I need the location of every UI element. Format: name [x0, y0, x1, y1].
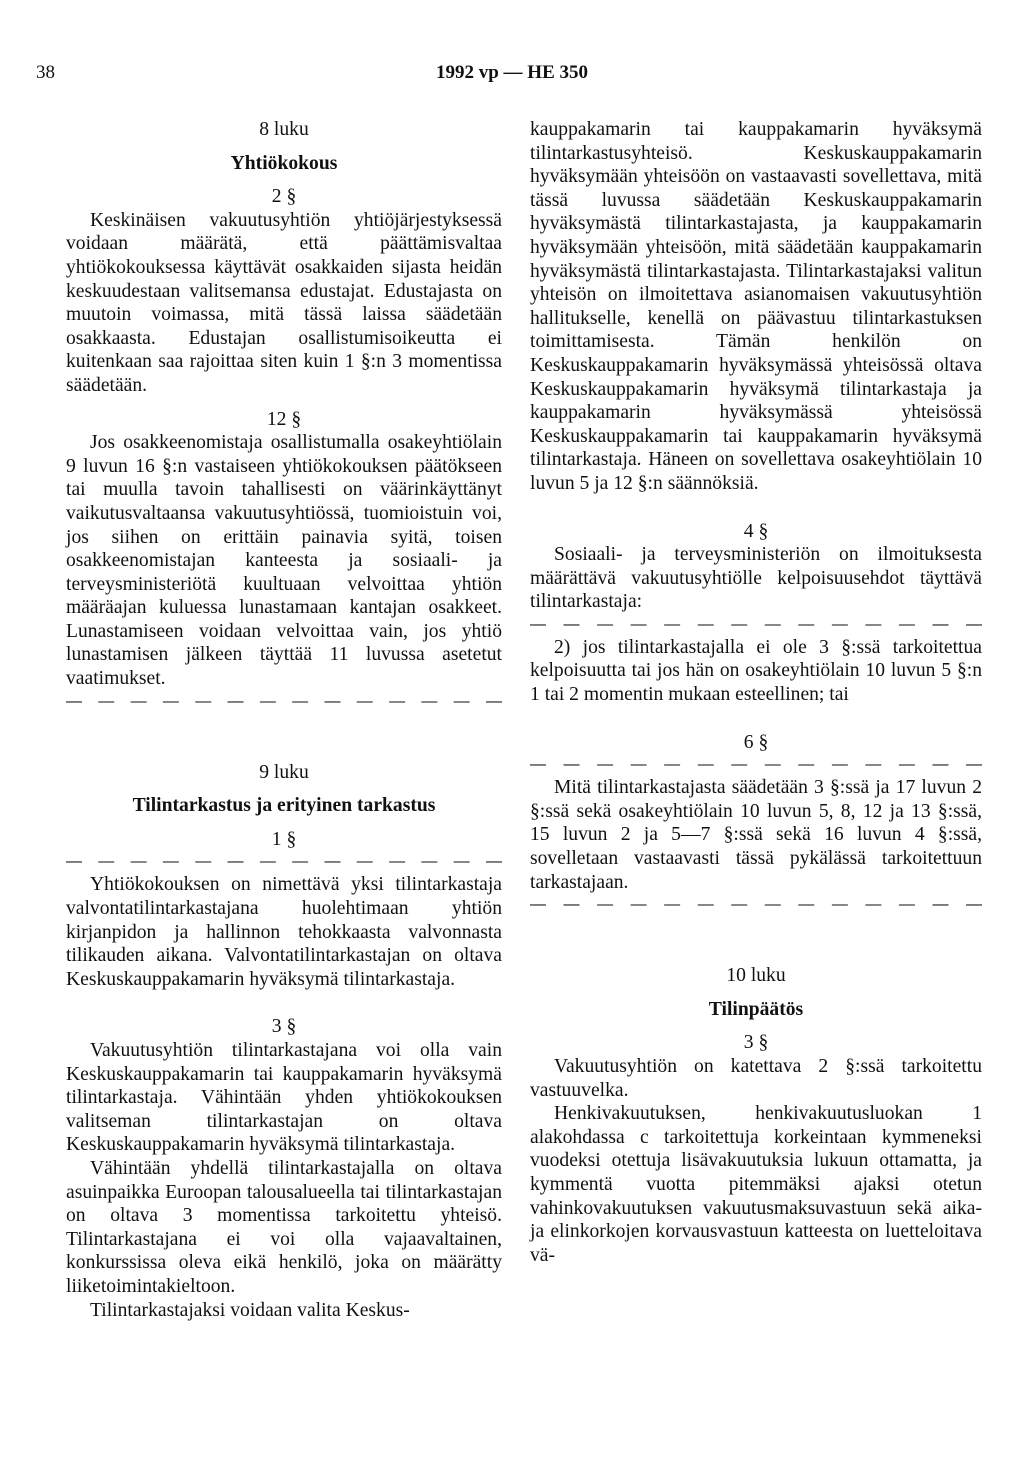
section-1-text: Yhtiökokouksen on nimettävä yksi tilintarkastaja valvontatilintarkastajana huolehtimaan yhtiön kirjanpidon ja hallinnon tehokkaasta valvonnasta tilikauden aikana. Valvontatilintarkastajan on oltava Keskuskauppakamarin hyväksymä tilintarkastaja.	[66, 874, 502, 990]
chapter-8-title: Yhtiökokous	[230, 152, 338, 174]
left-column	[66, 118, 502, 1322]
section-2-text: Keskinäisen vakuutusyhtiön yhtiöjärjestyksessä voidaan määrätä, että päättämisvaltaa yhtiökokouksessa käyttävät osakkaiden sijasta heidän keskuudestaan valitsemansa edustajat. Edustajasta on muutoin voimassa, mitä tässä laissa säädetään osakkaasta. Edustajan osallistumisoikeutta ei kuitenkaan saa rajoittaa siten kuin 1 §:n 3 momentissa säädetään.	[66, 209, 502, 396]
chapter-9-title: Tilintarkastus ja erityinen tarkastus	[132, 795, 436, 817]
omission-dashes: — — — — — — — — — — — — — —	[66, 853, 502, 871]
section-12-label: 12 §	[266, 408, 302, 430]
omission-dashes: — — — — — — — — — — — — — —	[530, 756, 982, 774]
omission-dashes: — — — — — — — — — — — — — —	[66, 692, 502, 710]
section-3-label: 3 §	[743, 1032, 769, 1054]
section-2-label: 2 §	[271, 186, 297, 208]
chapter-10-title: Tilinpäätös	[708, 998, 804, 1020]
section-1-label: 1 §	[271, 828, 297, 850]
chapter-9-label: 9 luku	[259, 761, 309, 783]
page-number: 38	[36, 62, 55, 83]
section-6-text: Mitä tilintarkastajasta säädetään 3 §:ssä ja 17 luvun 2 §:ssä sekä osakeyhtiölain 10 luvun 5, 8, 12 ja 13 §:ssä, 15 luvun 2 ja 5—7 §:ssä sekä 16 luvun 4 §:ssä, sovelletaan vastaavasti tässä pykälässä tarkoitettuun tarkastajaan.	[530, 777, 982, 893]
section-12-text: Jos osakkeenomistaja osallistumalla osakeyhtiölain 9 luvun 16 §:n vastaiseen yhtiökokouksen päätökseen tai muulla tavoin tahallisesti on väärinkäyttänyt vaikutusvaltaansa vakuutusyhtiössä, tuomioistuin voi, jos siihen on erittäin painavia syitä, toisen osakkeenomistajan kanteesta ja sosiaali- ja terveysministeriötä kuultuaan velvoittaa yhtiön määräajan kuluessa lunastamaan kantajan osakkeet. Lunastamiseen voidaan velvoittaa vain, jos yhtiö lunastamisen jälkeen täyttää 11 luvussa asetetut vaatimukset.	[66, 432, 502, 690]
section-4-text: Sosiaali- ja terveysministeriön on ilmoituksesta määrättävä vakuutusyhtiölle kelpoisuusehdot täyttävä tilintarkastaja:	[530, 544, 982, 613]
section-4-item-2: 2) jos tilintarkastajalla ei ole 3 §:ssä tarkoitettua kelpoisuutta tai jos hän on osakeyhtiölain 10 luvun 5 §:n 1 tai 2 momentin mukaan esteellinen; tai	[530, 636, 982, 706]
page-header	[0, 62, 1024, 92]
section-3-paragraph-2: Vähintään yhdellä tilintarkastajalla on oltava asuinpaikka Euroopan talousalueella tai tilintarkastajan on oltava 3 momentissa tarkoitettu yhteisö. Tilintarkastajana ei voi olla vajaavaltainen, konkurssissa oleva eikä henkilö, joka on määrätty liiketoimintakieltoon.	[66, 1157, 502, 1297]
section-3-label: 3 §	[271, 1016, 297, 1038]
omission-dashes: — — — — — — — — — — — — — —	[530, 896, 982, 914]
continued-text: kauppakamarin tai kauppakamarin hyväksymä tilintarkastusyhteisö. Keskuskauppakamarin hyväksymään yhteisöön on vastaavasti sovellettava, mitä tässä luvussa säädetään Keskuskauppakamarin hyväksymästä tilintarkastajasta, ja kauppakamarin hyväksymään yhteisöön, mitä säädetään kauppakamarin hyväksymästä tilintarkastajasta. Tilintarkastajaksi valitun yhteisön on ilmoitettava asianomaisen vakuutusyhtiön hallitukselle, kenellä on päävastuu tilintarkastuksen toimittamisesta. Tämän henkilön on Keskuskauppakamarin hyväksymässä yhteisössä oltava Keskuskauppakamarin hyväksymä tilintarkastaja ja kauppakamarin hyväksymässä yhteisössä Keskuskauppakamarin tai kauppakamarin hyväksymä tilintarkastaja. Häneen on sovellettava osakeyhtiölain 10 luvun 5 ja 12 §:n säännöksiä.	[530, 119, 982, 494]
section-3-paragraph-1: Vakuutusyhtiön tilintarkastajana voi olla vain Keskuskauppakamarin tai kauppakamarin hyväksymä tilintarkastaja. Vähintään yhden yhtiökokouksen valitseman tilintarkastajan on oltava Keskuskauppakamarin hyväksymä tilintarkastaja.	[66, 1040, 502, 1156]
section-3-paragraph-3: Tilintarkastajaksi voidaan valita Keskus-	[90, 1299, 410, 1321]
section-3-paragraph-2: Henkivakuutuksen, henkivakuutusluokan 1 alakohdassa c tarkoitettuja korkeintaan kymmeneksi vuodeksi otettuja lisävakuutuksia lukuun ottamatta, ja kymmentä vuotta pitemmäksi ajaksi otetun vahinkovakuutuksen vakuutusmaksuvastuun sekä aika- ja elinkorkojen korvausvastuun katteesta on luetteloitava vä-	[530, 1103, 982, 1266]
section-4-label: 4 §	[743, 520, 769, 542]
chapter-10-label: 10 luku	[726, 965, 786, 987]
section-3-paragraph-1: Vakuutusyhtiön on katettava 2 §:ssä tarkoitettu vastuuvelka.	[530, 1056, 982, 1101]
section-6-label: 6 §	[743, 731, 769, 753]
right-column	[530, 118, 982, 1267]
chapter-8-label: 8 luku	[259, 119, 309, 140]
omission-dashes: — — — — — — — — — — — — — —	[530, 615, 982, 633]
running-head: 1992 vp — HE 350	[435, 62, 589, 83]
